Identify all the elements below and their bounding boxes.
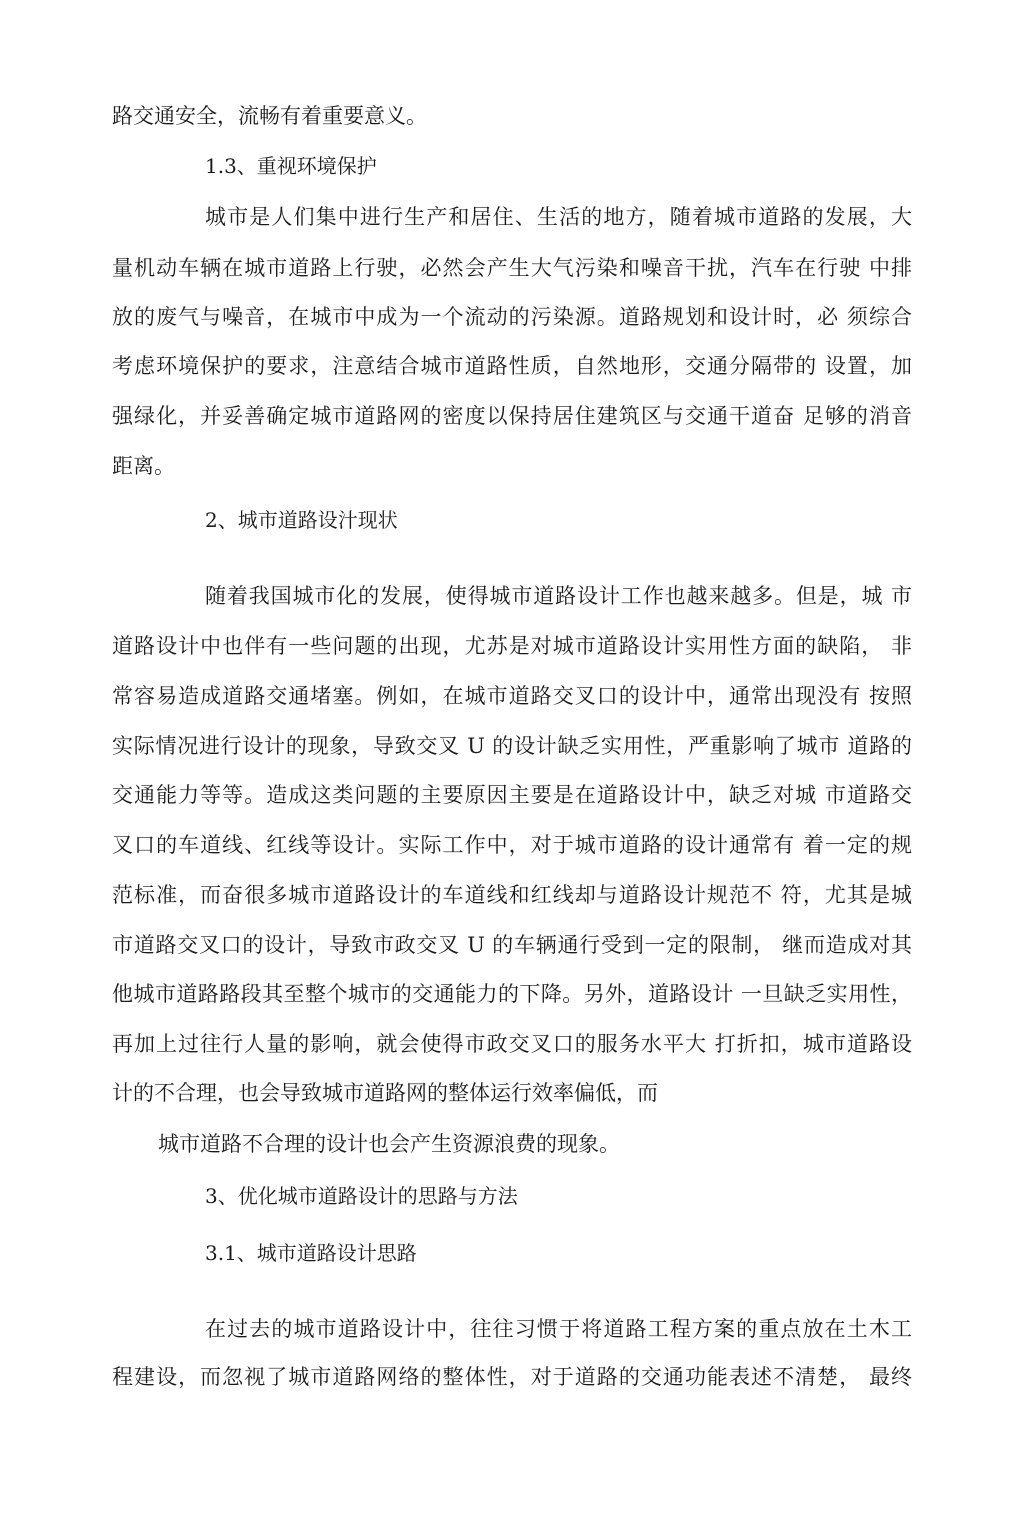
section-heading-3: 3、优化城市道路设计的思路与方法 — [205, 1184, 518, 1208]
paragraph-line: 城市道路不合理的设计也会产生资源浪费的现象。 — [158, 1132, 620, 1156]
paragraph-line: 距离。 — [112, 454, 175, 478]
paragraph-line: 实际情况进行设计的现象，导致交叉 U 的设计缺乏实用性，严重影响了城市 道路的 — [112, 734, 912, 758]
paragraph-line: 叉口的车道线、红线等设计。实际工作中，对于城市道路的设计通常有 着一定的规 — [112, 833, 912, 857]
paragraph-line: 随着我国城市化的发展，使得城市道路设计工作也越来越多。但是，城 市 — [205, 584, 912, 608]
paragraph-line: 程建设，而忽视了城市道路网络的整体性，对于道路的交通功能表述不清楚， 最终 — [112, 1365, 912, 1389]
paragraph-line: 他城市道路路段其至整个城市的交通能力的下降。另外，道路设计 一旦缺乏实用性， — [112, 982, 912, 1006]
paragraph-line: 量机动车辆在城市道路上行驶，必然会产生大气污染和噪音干扰，汽车在行驶 中排 — [112, 256, 912, 280]
paragraph-line: 计的不合理，也会导致城市道路网的整体运行效率偏低，而 — [112, 1081, 658, 1105]
paragraph-line: 再加上过往行人量的影响，就会使得市政交叉口的服务水平大 打折扣，城市道路设 — [112, 1032, 912, 1056]
paragraph-line: 交通能力等等。造成这类问题的主要原因主要是在道路设计中，缺乏对城 市道路交 — [112, 783, 912, 807]
section-heading-3-1: 3.1、城市道路设计思路 — [205, 1241, 417, 1265]
paragraph-line: 强绿化，并妥善确定城市道路网的密度以保持居住建筑区与交通干道奋 足够的消音 — [112, 404, 912, 428]
paragraph-line: 范标准，而奋很多城市道路设计的车道线和红线却与道路设计规范不 符，尤其是城 — [112, 883, 912, 907]
paragraph-line: 城市是人们集中进行生产和居住、生活的地方，随着城市道路的发展，大 — [205, 205, 912, 229]
paragraph-line: 常容易造成道路交通堵塞。例如，在城市道路交叉口的设计中，通常出现没有 按照 — [112, 684, 912, 708]
paragraph-line: 考虑环境保护的要求，注意结合城市道路性质，自然地形，交通分隔带的 设置，加 — [112, 354, 912, 378]
paragraph-line: 道路设计中也伴有一些问题的出现，尤苏是对城市道路设计实用性方面的缺陷， 非 — [112, 634, 912, 658]
section-heading-2: 2、城市道路设汁现状 — [205, 508, 398, 532]
paragraph-line: 放的废气与噪音，在城市中成为一个流动的污染源。道路规划和设计时，必 须综合 — [112, 305, 912, 329]
paragraph-line: 在过去的城市道路设计中，往往习惯于将道路工程方案的重点放在土木工 — [205, 1317, 912, 1341]
paragraph-line: 市道路交叉口的设计，导致市政交叉 U 的车辆通行受到一定的限制， 继而造成对其 — [112, 933, 912, 957]
paragraph-line: 路交通安全，流畅有着重要意义。 — [112, 104, 427, 128]
section-heading-1-3: 1.3、重视环境保护 — [205, 154, 377, 178]
